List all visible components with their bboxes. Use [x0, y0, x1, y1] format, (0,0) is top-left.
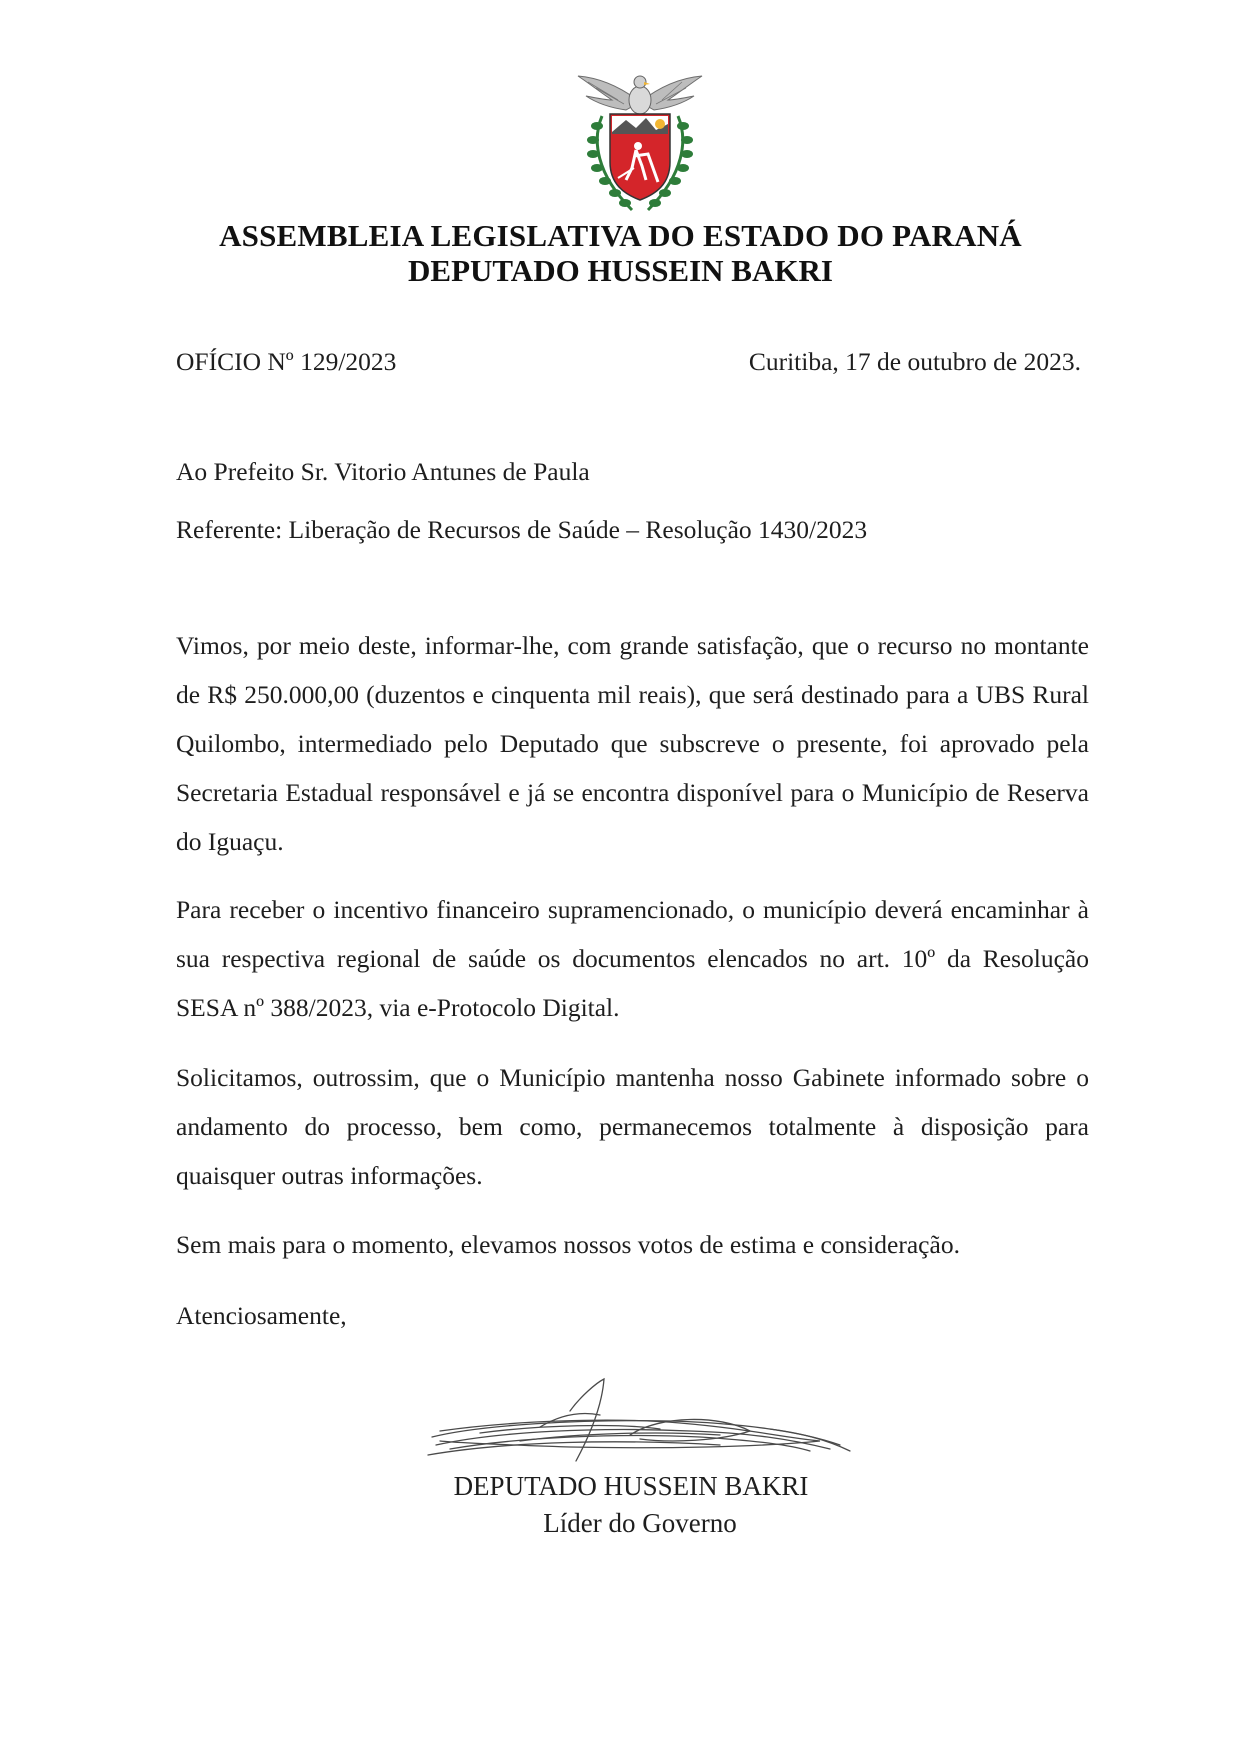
parana-coat-of-arms-icon — [572, 70, 708, 216]
body-paragraph-4: Sem mais para o momento, elevamos nossos votos de estima e consideração. — [176, 1230, 960, 1259]
subject-line: Referente: Liberação de Recursos de Saúde – Resolução 1430/2023 — [176, 515, 868, 544]
body-paragraph-3: Solicitamos, outrossim, que o Município mantenha nosso Gabinete informado sobre o andamento do processo, bem como, permanecemos totalmente à disposição para quaisquer outras informações. — [176, 1063, 1089, 1190]
recipient-line: Ao Prefeito Sr. Vitorio Antunes de Paula — [176, 457, 590, 486]
office-title: DEPUTADO HUSSEIN BAKRI — [408, 253, 833, 288]
handwritten-signature-icon — [420, 1375, 860, 1485]
signatory-name: DEPUTADO HUSSEIN BAKRI — [453, 1471, 809, 1501]
place-date: Curitiba, 17 de outubro de 2023. — [748, 347, 1081, 376]
body-paragraph-2: Para receber o incentivo financeiro supramencionado, o município deverá encaminhar à sua respectiva regional de saúde os documentos elencados no art. 10º da Resolução SESA nº 388/2023, via e-Protocolo Digital. — [176, 895, 1089, 1022]
body-paragraph-1: Vimos, por meio deste, informar-lhe, com grande satisfação, que o recurso no montante de R$ 250.000,00 (duzentos e cinquenta mil reais), que será destinado para a UBS Rural Quilombo, intermediado pelo Deputado que subscreve o presente, foi aprovado pela Secretaria Estadual responsável e já se encontra disponível para o Município de Reserva do Iguaçu. — [176, 631, 1089, 856]
oficio-number: OFÍCIO Nº 129/2023 — [176, 347, 397, 376]
institution-title: ASSEMBLEIA LEGISLATIVA DO ESTADO DO PARANÁ — [219, 218, 1022, 253]
signatory-role: Líder do Governo — [543, 1508, 737, 1538]
closing-line: Atenciosamente, — [176, 1301, 347, 1330]
